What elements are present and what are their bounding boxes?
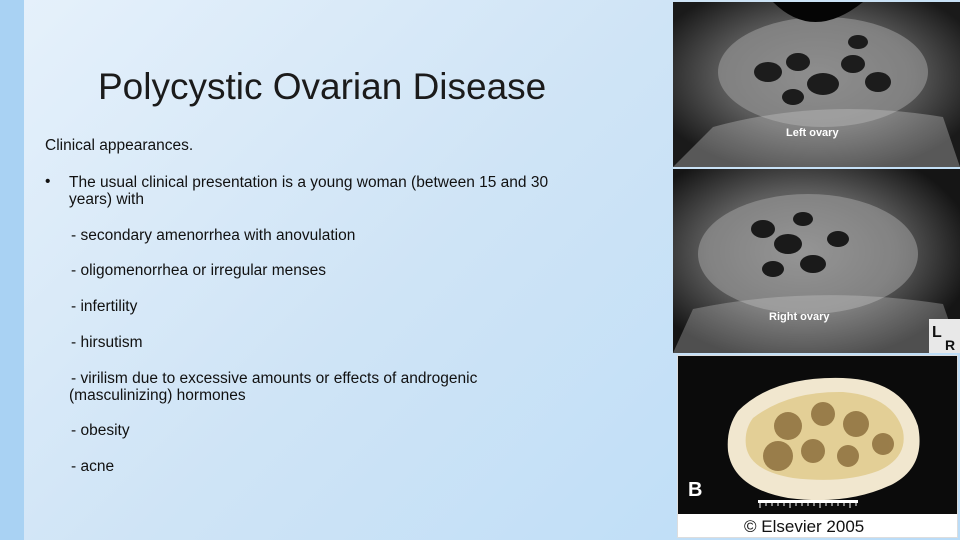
ultrasound-right-ovary bbox=[673, 169, 960, 353]
list-item-continuation: (masculinizing) hormones bbox=[69, 387, 246, 404]
bullet-text-line-2: years) with bbox=[69, 191, 144, 208]
ovary-specimen-photo bbox=[677, 355, 958, 538]
bullet-marker: • bbox=[45, 173, 51, 190]
list-item: - oligomenorrhea or irregular menses bbox=[71, 262, 327, 279]
list-item: - hirsutism bbox=[71, 334, 143, 351]
list-item: - virilism due to excessive amounts or effects of androgenic bbox=[71, 370, 478, 387]
lr-orientation-mark bbox=[929, 319, 960, 353]
ultrasound-left-ovary bbox=[673, 2, 960, 167]
list-item: - acne bbox=[71, 458, 115, 475]
left-accent-bar bbox=[0, 0, 24, 540]
list-item: - secondary amenorrhea with anovulation bbox=[71, 227, 356, 244]
bullet-text-line-1: The usual clinical presentation is a young woman (between 15 and 30 bbox=[69, 174, 549, 191]
svg-text:R: R bbox=[945, 337, 956, 353]
list-item: - obesity bbox=[71, 422, 130, 439]
copyright-text: © Elsevier 2005 bbox=[744, 517, 865, 536]
list-item: - infertility bbox=[71, 298, 138, 315]
svg-text:L: L bbox=[932, 324, 942, 341]
left-ovary-label: Left ovary bbox=[786, 127, 839, 139]
right-ovary-label: Right ovary bbox=[769, 311, 830, 323]
slide-title: Polycystic Ovarian Disease bbox=[98, 66, 547, 107]
specimen-label-b: B bbox=[688, 479, 703, 501]
slide-subtitle: Clinical appearances. bbox=[45, 137, 194, 154]
